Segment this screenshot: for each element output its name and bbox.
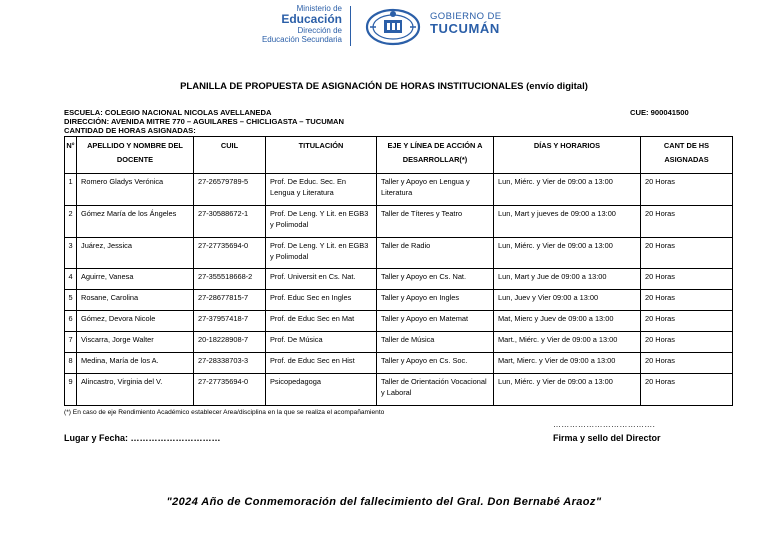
- cell-n: 5: [65, 290, 77, 311]
- cell-nombre: Juárez, Jessica: [77, 238, 194, 269]
- cell-titulacion: Prof. de Educ Sec en Hist: [266, 353, 377, 374]
- cell-eje: Taller y Apoyo en Cs. Nat.: [377, 269, 494, 290]
- cell-nombre: Aguirre, Vanesa: [77, 269, 194, 290]
- gobierno-logo: [430, 12, 501, 35]
- direccion-line2: Educación Secundaria: [261, 34, 342, 44]
- table-row: [65, 374, 733, 406]
- cell-dias: Lun, Miérc. y Vier de 09:00 a 13:00: [494, 374, 641, 406]
- cell-dias: Lun, Mart y jueves de 09:00 a 13:00: [494, 206, 641, 238]
- cell-n: 3: [65, 238, 77, 269]
- document-title: PLANILLA DE PROPUESTA DE ASIGNACIÓN DE HORAS INSTITUCIONALES (envío digital): [180, 81, 588, 92]
- cue-label: CUE: 900041500: [630, 108, 689, 117]
- cell-n: 7: [65, 332, 77, 353]
- cell-nombre: Gómez María de los Ángeles: [77, 206, 194, 238]
- cell-cuil: 27-26579789-5: [194, 174, 266, 206]
- cell-nombre: Rosane, Carolina: [77, 290, 194, 311]
- table-row: [65, 290, 733, 311]
- cell-horas: 20 Horas: [641, 269, 733, 290]
- cell-titulacion: Prof. De Música: [266, 332, 377, 353]
- cell-dias: Lun, Miérc. y Vier de 09:00 a 13:00: [494, 174, 641, 206]
- table-row: [65, 332, 733, 353]
- direccion-label: DIRECCIÓN: AVENIDA MITRE 770 – AGUILARES – CHICLIGASTA – TUCUMAN: [64, 117, 345, 126]
- ministerio-small-text: Ministerio de: [296, 4, 342, 13]
- cell-cuil: 27-28677815-7: [194, 290, 266, 311]
- cell-horas: 20 Horas: [641, 174, 733, 206]
- table-header-row: [65, 137, 733, 174]
- ministerio-logo: [212, 4, 342, 44]
- cell-titulacion: Prof. De Leng. Y Lit. en EGB3 y Polimodal: [266, 206, 377, 238]
- cell-dias: Lun, Miérc. y Vier de 09:00 a 13:00: [494, 238, 641, 269]
- cell-cuil: 27-37957418-7: [194, 311, 266, 332]
- cell-n: 2: [65, 206, 77, 238]
- cell-cuil: 27-355518668-2: [194, 269, 266, 290]
- cell-horas: 20 Horas: [641, 311, 733, 332]
- signature-line: ……………………………….: [553, 420, 656, 429]
- cell-cuil: 20-18228908-7: [194, 332, 266, 353]
- cell-nombre: Viscarra, Jorge Walter: [77, 332, 194, 353]
- cell-nombre: Romero Gladys Verónica: [77, 174, 194, 206]
- cell-eje: Taller de Radio: [377, 238, 494, 269]
- direccion-line1: Dirección de: [297, 26, 342, 35]
- cell-eje: Taller y Apoyo en Cs. Soc.: [377, 353, 494, 374]
- cell-eje: Taller de Música: [377, 332, 494, 353]
- cell-nombre: Gómez, Devora Nicole: [77, 311, 194, 332]
- table-row: [65, 174, 733, 206]
- lugar-fecha: Lugar y Fecha: …………………………: [64, 433, 221, 443]
- cell-horas: 20 Horas: [641, 332, 733, 353]
- header-eje: EJE Y LÍNEA DE ACCIÓN A DESARROLLAR(*): [377, 137, 494, 174]
- cell-dias: Mat, Mierc y Juev de 09:00 a 13:00: [494, 311, 641, 332]
- cell-cuil: 27-28338703-3: [194, 353, 266, 374]
- ministerio-big-text: Educación: [281, 12, 342, 26]
- cell-eje: Taller de Orientación Vocacional y Laboral: [377, 374, 494, 406]
- table-row: [65, 269, 733, 290]
- conmemoracion-footer: "2024 Año de Conmemoración del fallecimiento del Gral. Don Bernabé Araoz": [166, 496, 602, 508]
- cell-titulacion: Prof. de Educ Sec en Mat: [266, 311, 377, 332]
- cell-titulacion: Prof. De Leng. Y Lit. en EGB3 y Polimodal: [266, 238, 377, 269]
- escuela-label: ESCUELA: COLEGIO NACIONAL NICOLAS AVELLANEDA: [64, 108, 272, 117]
- cell-eje: Taller y Apoyo en Lengua y Literatura: [377, 174, 494, 206]
- cell-n: 1: [65, 174, 77, 206]
- gobierno-big-text: TUCUMÁN: [430, 21, 500, 36]
- cell-titulacion: Psicopedagoga: [266, 374, 377, 406]
- header-dias: DÍAS Y HORARIOS: [494, 137, 641, 174]
- cell-n: 9: [65, 374, 77, 406]
- cell-nombre: Medina, María de los A.: [77, 353, 194, 374]
- cell-horas: 20 Horas: [641, 374, 733, 406]
- cell-eje: Taller y Apoyo en Ingles: [377, 290, 494, 311]
- cell-n: 8: [65, 353, 77, 374]
- cell-dias: Lun, Mart y Jue de 09:00 a 13:00: [494, 269, 641, 290]
- cell-cuil: 27-27735694-0: [194, 238, 266, 269]
- cell-horas: 20 Horas: [641, 290, 733, 311]
- header-cant: CANT DE HS ASIGNADAS: [641, 137, 733, 174]
- cell-titulacion: Prof. Universit en Cs. Nat.: [266, 269, 377, 290]
- table-row: [65, 311, 733, 332]
- cell-eje: Taller de Títeres y Teatro: [377, 206, 494, 238]
- firma-director: Firma y sello del Director: [553, 433, 661, 443]
- gobierno-small-text: GOBIERNO DE: [430, 11, 502, 22]
- tucuman-seal-icon: [364, 6, 422, 46]
- cell-cuil: 27-27735694-0: [194, 374, 266, 406]
- header-apellido: APELLIDO Y NOMBRE DEL DOCENTE: [77, 137, 194, 174]
- header-titulacion: TITULACIÓN: [266, 137, 377, 174]
- header-logos: [212, 4, 552, 48]
- cell-dias: Mart., Miérc. y Vier de 09:00 a 13:00: [494, 332, 641, 353]
- header-cuil: CUIL: [194, 137, 266, 174]
- cell-horas: 20 Horas: [641, 206, 733, 238]
- cell-titulacion: Prof. De Educ. Sec. En Lengua y Literatura: [266, 174, 377, 206]
- cell-horas: 20 Horas: [641, 238, 733, 269]
- cell-dias: Lun, Juev y Vier 09:00 a 13:00: [494, 290, 641, 311]
- header-n: N°: [65, 137, 77, 174]
- cell-nombre: Alincastro, Virginia del V.: [77, 374, 194, 406]
- cell-n: 6: [65, 311, 77, 332]
- table-row: [65, 206, 733, 238]
- cell-dias: Mart, Mierc. y Vier de 09:00 a 13:00: [494, 353, 641, 374]
- asignacion-table: [64, 136, 733, 406]
- table-row: [65, 238, 733, 269]
- cell-horas: 20 Horas: [641, 353, 733, 374]
- cantidad-horas-label: CANTIDAD DE HORAS ASIGNADAS:: [64, 126, 196, 135]
- cell-eje: Taller y Apoyo en Matemat: [377, 311, 494, 332]
- cell-n: 4: [65, 269, 77, 290]
- table-row: [65, 353, 733, 374]
- footnote: (*) En caso de eje Rendimiento Académico establecer Area/disciplina en la que se realiza el acompañamiento: [64, 409, 385, 416]
- cell-cuil: 27-30588672-1: [194, 206, 266, 238]
- logo-separator: [350, 6, 351, 46]
- cell-titulacion: Prof. Educ Sec en Ingles: [266, 290, 377, 311]
